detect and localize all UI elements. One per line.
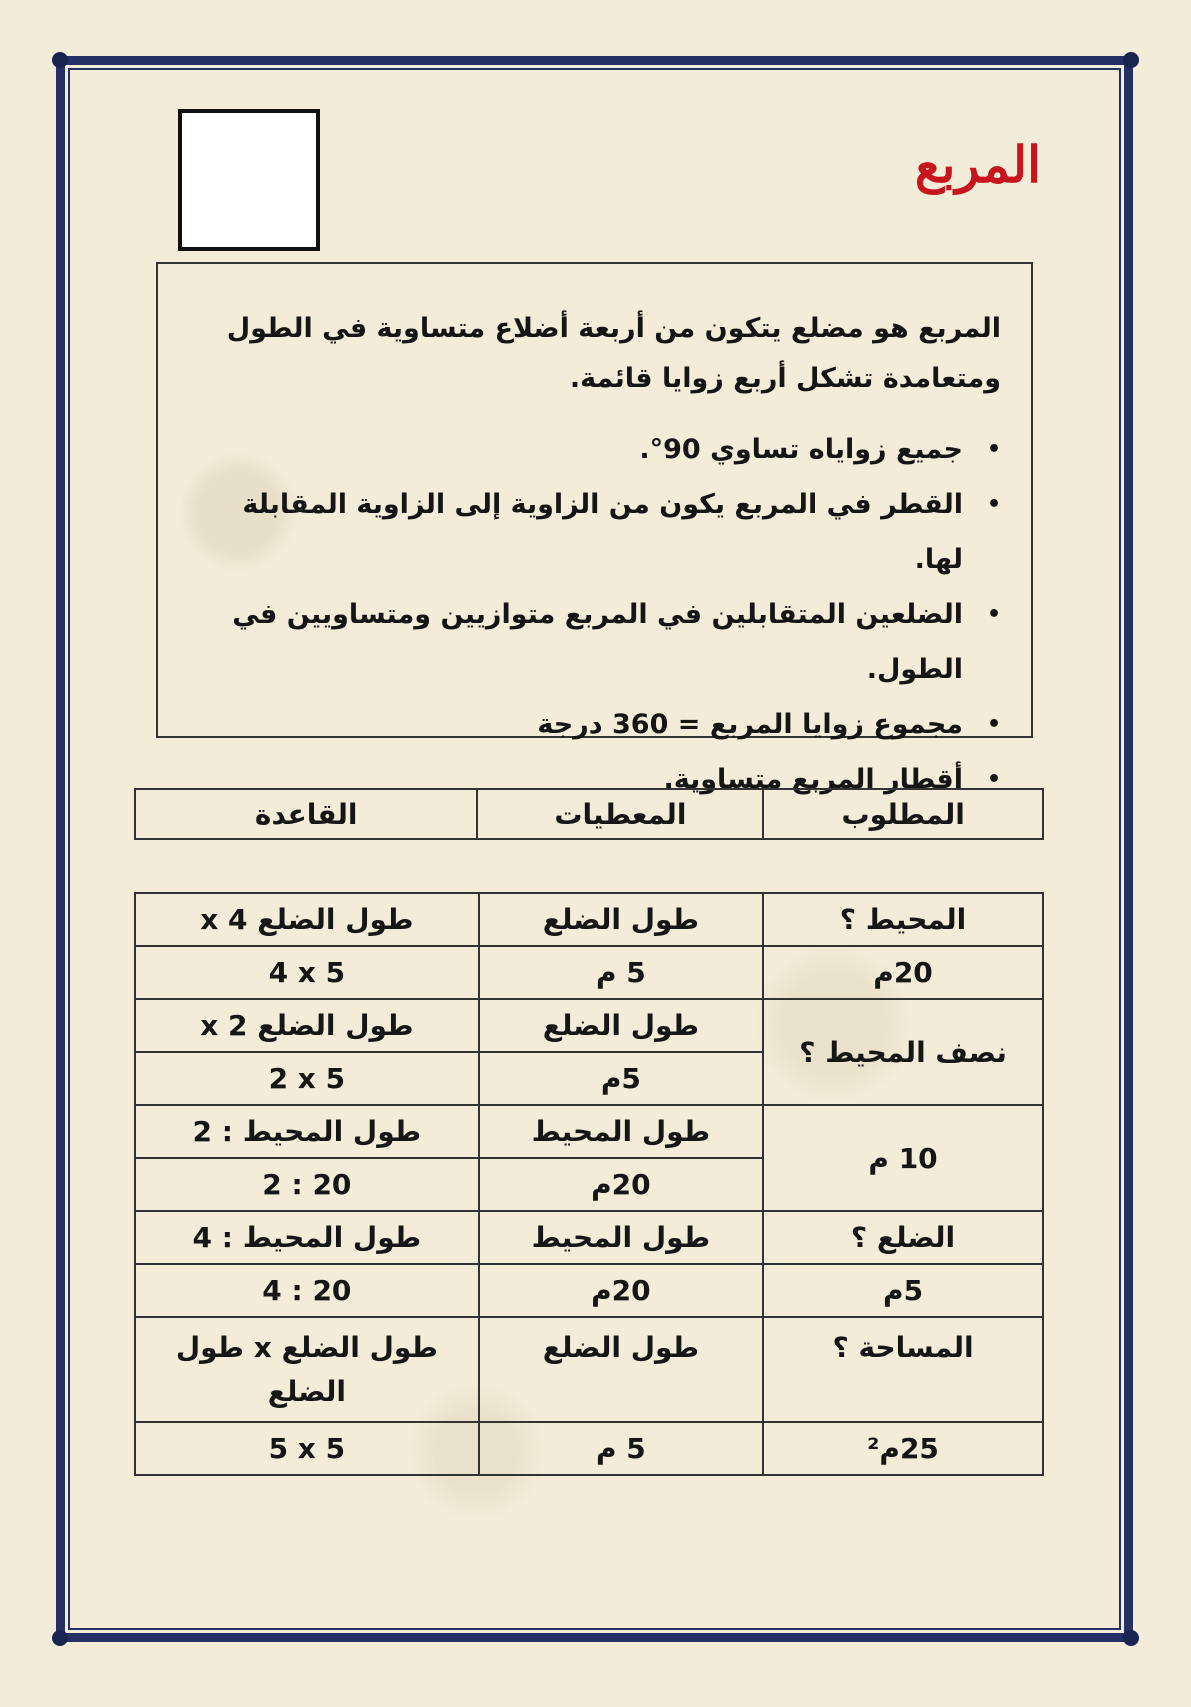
cell-calculation: 2 x 5 (135, 1052, 479, 1105)
cell-given-value: 5م (479, 1052, 763, 1105)
corner-ornament (1123, 1630, 1139, 1646)
cell-calculation: 4 x 5 (135, 946, 479, 999)
square-illustration (178, 109, 320, 251)
cell-given-value: 5 م (479, 946, 763, 999)
cell-rule: طول الضلع x 2 (135, 999, 479, 1052)
formulas-table (134, 892, 1044, 1476)
property-item: • القطر في المربع يكون من الزاوية إلى الزاوية المقابلة لها. (188, 477, 1001, 587)
cell-calculation: 2 : 20 (135, 1158, 479, 1211)
cell-given: طول المحيط (479, 1211, 763, 1264)
cell-rule: طول الضلع x 4 (135, 893, 479, 946)
cell-result: 20م (763, 946, 1043, 999)
page-title: المربع (914, 135, 1041, 194)
cell-given: طول الضلع (479, 1317, 763, 1422)
definition-box (156, 262, 1033, 795)
property-item: • أقطار المربع متساوية. (188, 752, 1001, 807)
cell-rule: طول المحيط : 2 (135, 1105, 479, 1158)
cell-calculation: 5 x 5 (135, 1422, 479, 1475)
table-row (135, 1317, 1043, 1422)
table-row (135, 893, 1043, 946)
cell-given: طول الضلع (479, 893, 763, 946)
cell-given: طول الضلع (479, 999, 763, 1052)
cell-required: نصف المحيط ؟ (763, 999, 1043, 1105)
corner-ornament (52, 1630, 68, 1646)
corner-ornament (52, 52, 68, 68)
header-given: المعطيات (477, 789, 763, 839)
cell-given-value: 5 م (479, 1422, 763, 1475)
table-row (135, 1422, 1043, 1475)
property-item: • مجموع زوايا المربع = 360 درجة (188, 697, 1001, 752)
cell-required: المحيط ؟ (763, 893, 1043, 946)
properties-list (188, 422, 1001, 807)
cell-rule: طول الضلع x طول الضلع (135, 1317, 479, 1422)
cell-required: الضلع ؟ (763, 1211, 1043, 1264)
table-row (135, 999, 1043, 1052)
property-item: • الضلعين المتقابلين في المربع متوازيين ومتساويين في الطول. (188, 587, 1001, 697)
cell-given: طول المحيط (479, 1105, 763, 1158)
table-row (135, 1264, 1043, 1317)
table-row (135, 946, 1043, 999)
cell-result: 10 م (763, 1105, 1043, 1211)
definition-text: المربع هو مضلع يتكون من أربعة أضلاع متساوية في الطول ومتعامدة تشكل أربع زوايا قائمة. (226, 313, 1001, 394)
table-row (135, 1211, 1043, 1264)
property-item: • جميع زواياه تساوي 90°. (188, 422, 1001, 477)
table-row (135, 1105, 1043, 1158)
cell-result: 5م (763, 1264, 1043, 1317)
cell-given-value: 20م (479, 1264, 763, 1317)
cell-calculation: 4 : 20 (135, 1264, 479, 1317)
header-rule: القاعدة (135, 789, 477, 839)
cell-given-value: 20م (479, 1158, 763, 1211)
cell-rule: طول المحيط : 4 (135, 1211, 479, 1264)
header-required: المطلوب (763, 789, 1043, 839)
cell-result: 25م² (763, 1422, 1043, 1475)
cell-required: المساحة ؟ (763, 1317, 1043, 1422)
corner-ornament (1123, 52, 1139, 68)
table-header (134, 788, 1044, 840)
